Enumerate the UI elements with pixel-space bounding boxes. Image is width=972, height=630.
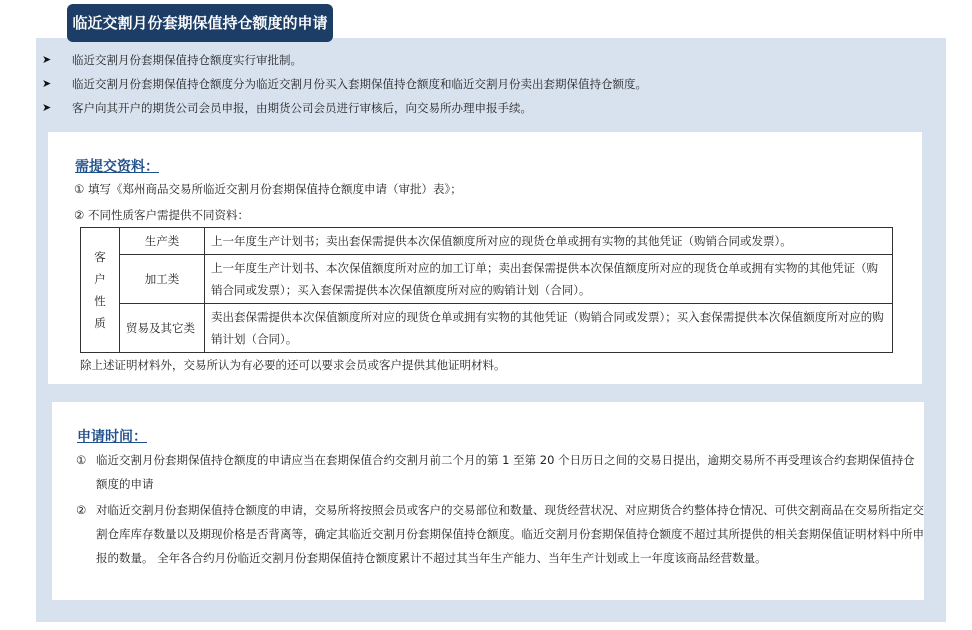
materials-item-2: ② 不同性质客户需提供不同资料： — [74, 208, 249, 222]
materials-table — [80, 227, 893, 353]
table-row — [81, 304, 893, 353]
desc-cell: 上一年度生产计划书；卖出套保需提供本次保值额度所对应的现货仓单或拥有实物的其他凭证（购销合同或发票）。 — [205, 228, 893, 255]
timing-item-number: ① — [76, 453, 87, 467]
timing-heading: 申请时间： — [77, 429, 147, 445]
category-char: 客 — [94, 250, 106, 264]
slide-title: 临近交割月份套期保值持仓额度的申请 — [67, 4, 333, 42]
bullet-text: 客户向其开户的期货公司会员申报，由期货公司会员进行审核后，向交易所办理申报手续。 — [72, 101, 532, 115]
desc-cell: 上一年度生产计划书、本次保值额度所对应的加工订单；卖出套保需提供本次保值额度所对应的现货仓单或拥有实物的其他凭证（购销合同或发票）；买入套保需提供本次保值额度所对应的购销计划（合同）。 — [205, 255, 893, 304]
bullet-item — [42, 72, 922, 96]
timing-item-1 — [76, 448, 924, 496]
table-row — [81, 228, 893, 255]
category-char: 户 — [94, 272, 106, 286]
category-cell — [81, 228, 120, 353]
bullet-list — [42, 48, 922, 120]
arrow-bullet-icon: ➤ — [42, 101, 52, 114]
materials-heading: 需提交资料： — [75, 159, 159, 175]
bullet-item — [42, 48, 922, 72]
timing-item-text: 临近交割月份套期保值持仓额度的申请应当在套期保值合约交割月前二个月的第 1 至第 20 个日历日之间的交易日提出，逾期交易所不再受理该合约套期保值持仓额度的申请 — [96, 453, 915, 491]
materials-note: 除上述证明材料外，交易所认为有必要的还可以要求会员或客户提供其他证明材料。 — [80, 358, 506, 372]
timing-item-text: 对临近交割月份套期保值持仓额度的申请，交易所将按照会员或客户的交易部位和数量、现货经营状况、对应期货合约整体持仓情况、可供交割商品在交易所指定交割仓库库存数量以及期现价格是否背离等，确定其临近交割月份套期保值持仓额度。临近交割月份套期保值持仓额度不超过其所提供的相关套期保值证明材料中所申报的数量。 全年各合约月份临近交割月份套期保值持仓额度累计不超过其当年生产能力、当年生产计划或上一年度该商品经营数量。 — [96, 503, 924, 565]
type-cell: 加工类 — [120, 255, 205, 304]
timing-box — [52, 402, 924, 600]
table-row — [81, 255, 893, 304]
desc-cell: 卖出套保需提供本次保值额度所对应的现货仓单或拥有实物的其他凭证（购销合同或发票）；买入套保需提供本次保值额度所对应的购销计划（合同）。 — [205, 304, 893, 353]
bullet-text: 临近交割月份套期保值持仓额度实行审批制。 — [72, 53, 302, 67]
materials-box — [48, 132, 922, 384]
arrow-bullet-icon: ➤ — [42, 53, 52, 66]
timing-item-2 — [76, 498, 924, 570]
category-char: 质 — [94, 316, 106, 330]
timing-item-number: ② — [76, 503, 87, 517]
category-char: 性 — [94, 294, 106, 308]
materials-item-1: ① 填写《郑州商品交易所临近交割月份套期保值持仓额度申请（审批）表》； — [74, 182, 462, 196]
arrow-bullet-icon: ➤ — [42, 77, 52, 90]
type-cell: 生产类 — [120, 228, 205, 255]
bullet-text: 临近交割月份套期保值持仓额度分为临近交割月份买入套期保值持仓额度和临近交割月份卖出套期保值持仓额度。 — [72, 77, 647, 91]
bullet-item — [42, 96, 922, 120]
type-cell: 贸易及其它类 — [120, 304, 205, 353]
